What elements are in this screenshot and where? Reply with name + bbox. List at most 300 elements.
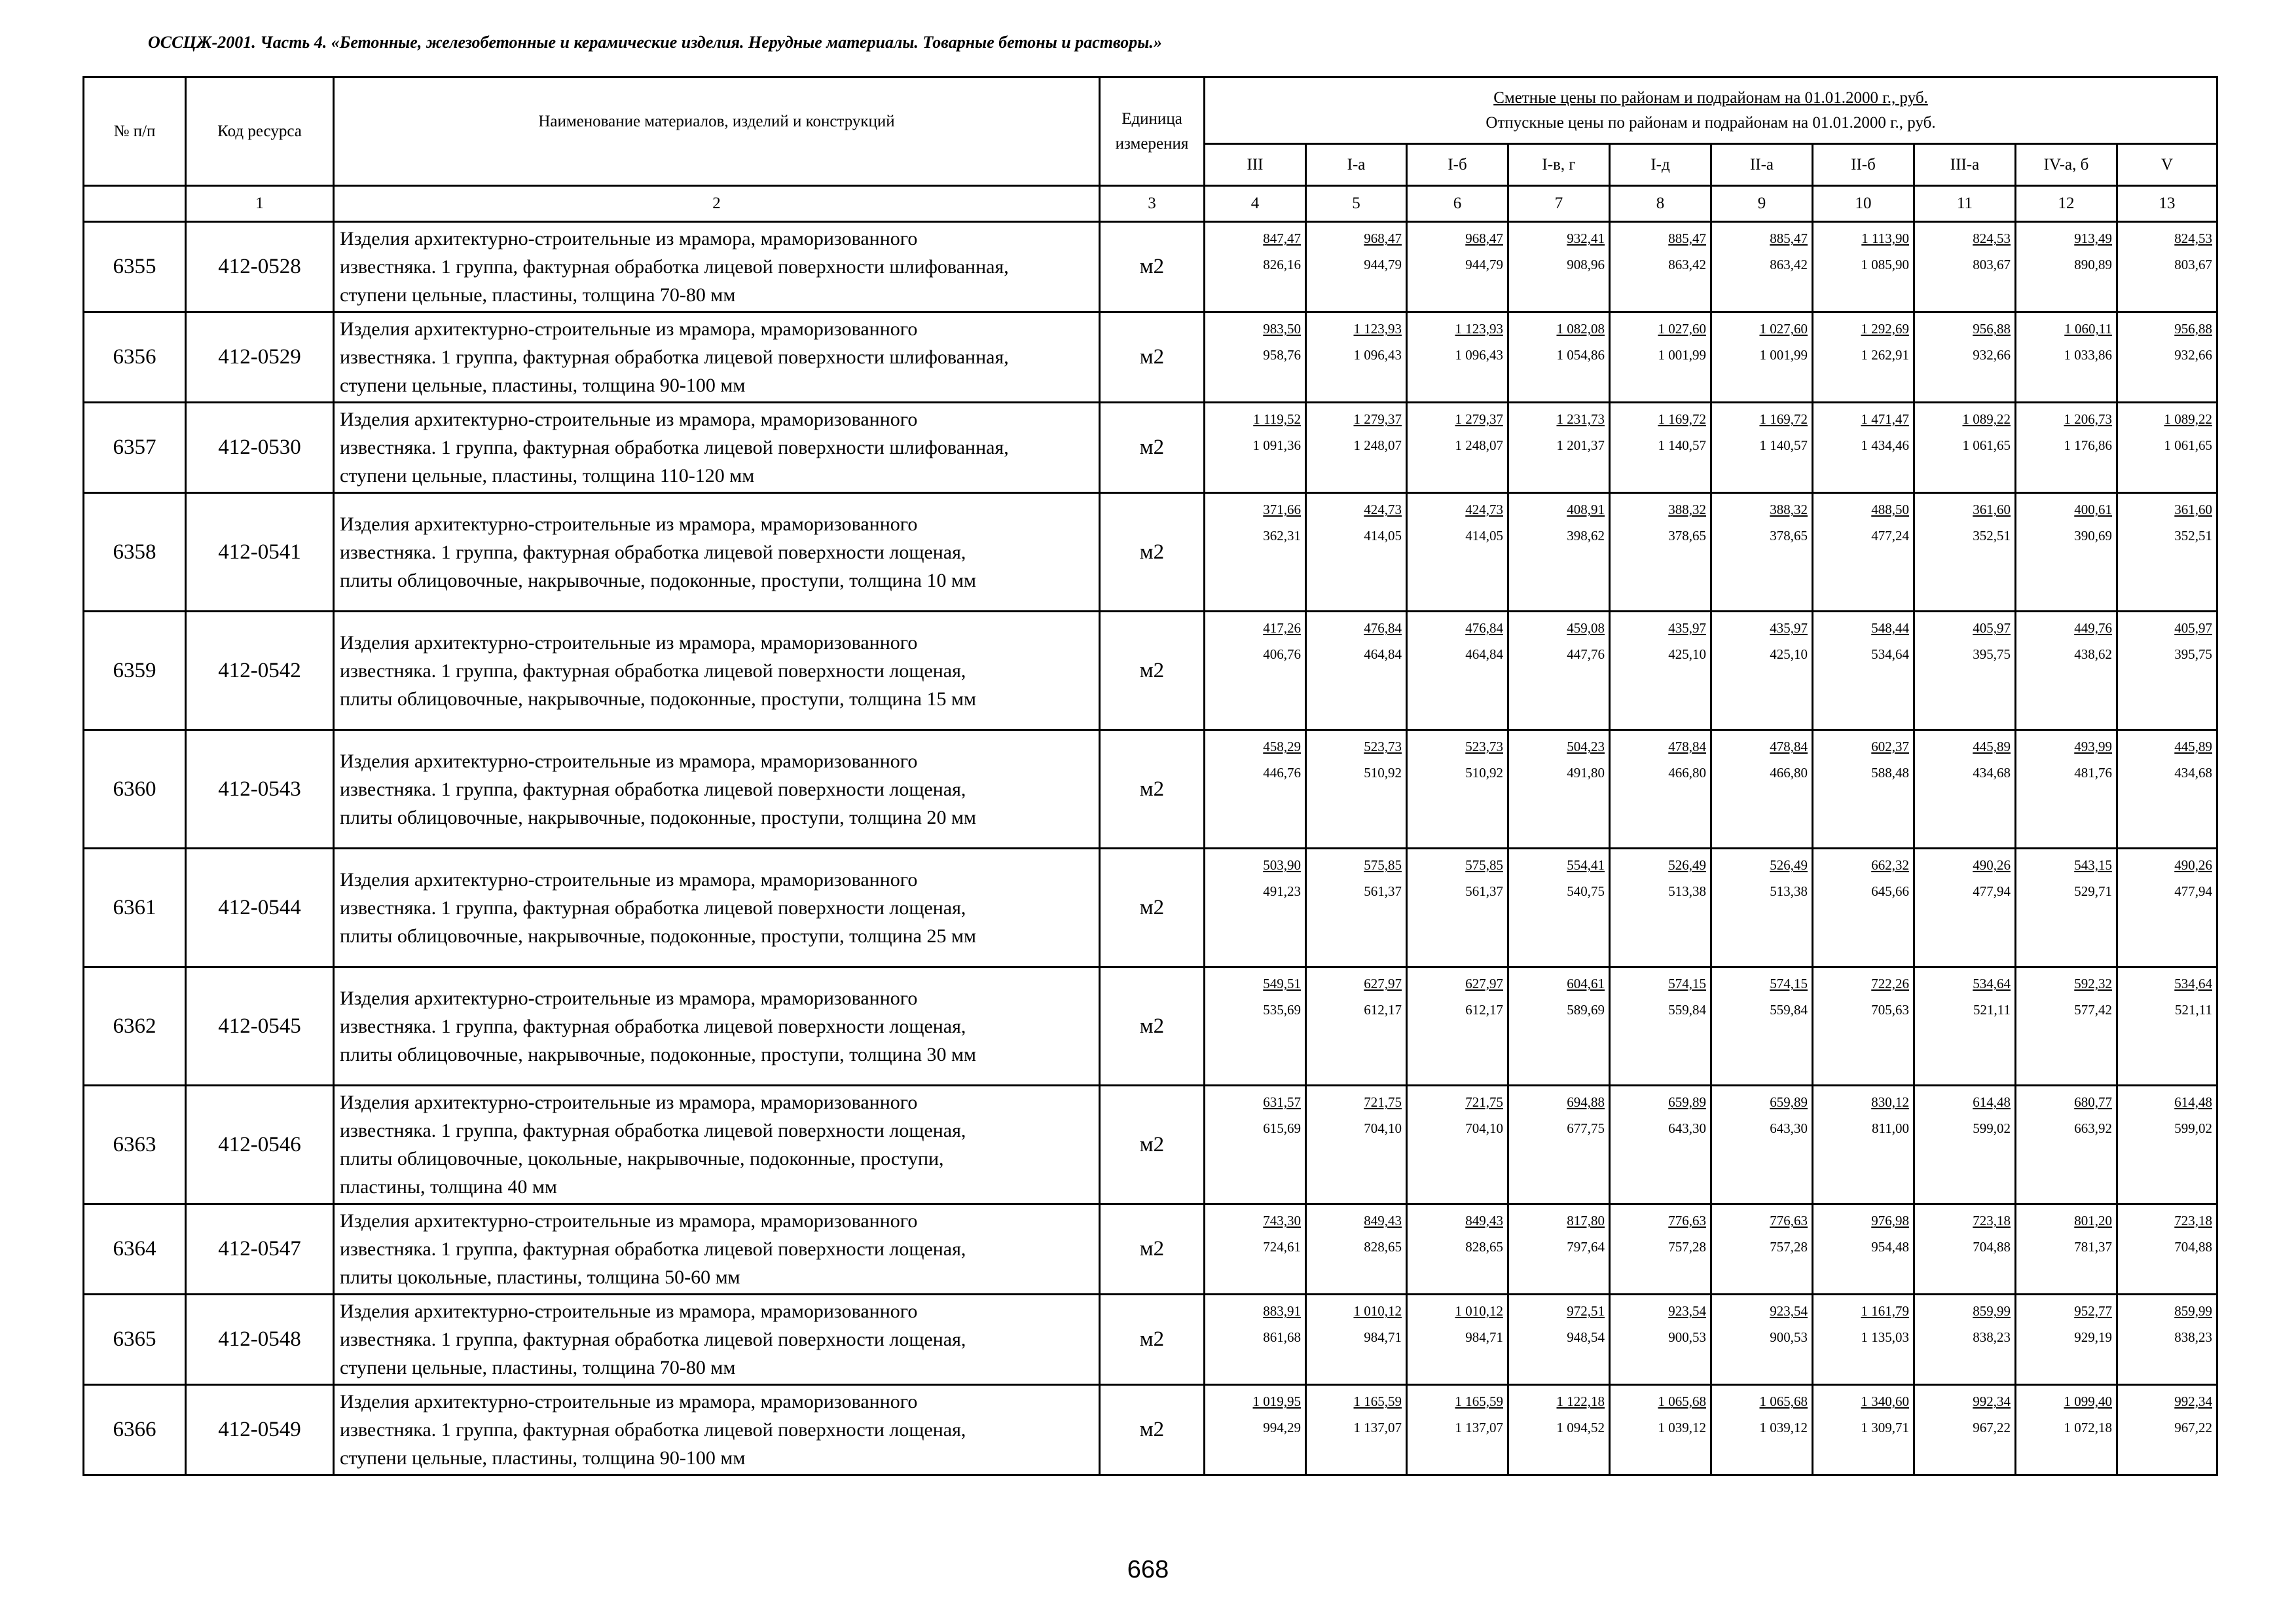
release-price: 1 001,99 [1658,347,1706,363]
material-name-line: Изделия архитектурно-строительные из мрамора, мраморизованного [340,868,918,891]
price-cell [1508,1204,1610,1295]
column-number: 13 [2117,186,2217,222]
estimate-price: 885,47 [1668,231,1706,246]
release-price: 390,69 [2074,528,2112,544]
material-name [334,730,1100,849]
release-price: 929,19 [2074,1329,2112,1345]
price-cell [2117,312,2217,403]
release-price: 1 096,43 [1455,347,1503,363]
column-number: 9 [1711,186,1813,222]
release-price: 1 262,91 [1861,347,1909,363]
material-name-line: Изделия архитектурно-строительные из мрамора, мраморизованного [340,409,918,430]
estimate-price: 849,43 [1364,1213,1402,1228]
release-price: 491,23 [1263,883,1301,899]
estimate-price: 659,89 [1668,1094,1706,1110]
price-cell [1205,403,1306,493]
material-name [334,1204,1100,1295]
unit: м2 [1100,1204,1205,1295]
header-row-1 [84,77,2217,144]
price-cell [1711,222,1813,312]
estimate-price: 478,84 [1770,739,1808,754]
material-name-line: известняка. 1 группа, фактурная обработка лицевой поверхности лощеная, [340,541,966,563]
release-price: 1 039,12 [1658,1420,1706,1435]
release-price: 797,64 [1567,1239,1605,1255]
estimate-price: 435,97 [1770,620,1808,636]
release-price: 612,17 [1364,1002,1402,1018]
price-cell [1711,1204,1813,1295]
material-name-line: известняка. 1 группа, фактурная обработка лицевой поверхности лощеная, [340,1238,966,1260]
release-price: 932,66 [1973,347,2011,363]
estimate-price: 1 113,90 [1861,231,1909,246]
estimate-price: 592,32 [2074,976,2112,991]
price-cell [1306,403,1407,493]
price-cell [1508,493,1610,612]
estimate-price: 1 089,22 [1962,411,2011,427]
estimate-price: 824,53 [2174,231,2213,246]
release-price: 1 135,03 [1861,1329,1909,1345]
row-number: 6359 [84,612,186,730]
price-cell [1306,1385,1407,1475]
estimate-price: 847,47 [1263,231,1301,246]
region-header: V [2117,144,2217,186]
header-num: № п/п [84,77,186,186]
price-cell [1914,1295,2016,1385]
release-price: 447,76 [1567,646,1605,662]
table-row [84,612,2217,730]
estimate-price: 1 119,52 [1253,411,1301,427]
table-row [84,849,2217,967]
material-name-line: Изделия архитектурно-строительные из мрамора, мраморизованного [340,1210,918,1232]
estimate-price: 1 340,60 [1861,1393,1909,1409]
price-cell [1711,312,1813,403]
estimate-price: 956,88 [2174,321,2213,337]
estimate-price: 1 206,73 [2064,411,2112,427]
material-name-line: ступени цельные, пластины, толщина 70-80 мм [340,1357,736,1378]
resource-code: 412-0543 [186,730,334,849]
material-name-line: ступени цельные, пластины, толщина 90-100 мм [340,375,746,396]
region-header: II-а [1711,144,1813,186]
price-cell [1306,312,1407,403]
price-cell [1407,1086,1508,1204]
resource-code: 412-0547 [186,1204,334,1295]
material-name-line: ступени цельные, пластины, толщина 90-100 мм [340,1447,746,1469]
page-number: 668 [1127,1556,1169,1583]
material-name-line: известняка. 1 группа, фактурная обработка лицевой поверхности шлифованная, [340,437,1009,458]
release-price: 534,64 [1871,646,1909,662]
table-row [84,312,2217,403]
row-number: 6355 [84,222,186,312]
release-price: 1 091,36 [1252,437,1301,453]
release-price: 559,84 [1770,1002,1808,1018]
table-row [84,1086,2217,1204]
row-number: 6356 [84,312,186,403]
estimate-price: 424,73 [1465,502,1503,517]
price-cell [1914,1086,2016,1204]
release-price: 612,17 [1465,1002,1503,1018]
price-table [82,76,2218,1476]
material-name-line: Изделия архитектурно-строительные из мрамора, мраморизованного [340,987,918,1009]
price-cell [1711,1086,1813,1204]
estimate-price: 493,99 [2074,739,2112,754]
release-price: 826,16 [1263,257,1301,272]
estimate-price: 503,90 [1263,857,1301,873]
release-price: 1 248,07 [1455,437,1503,453]
estimate-price: 968,47 [1465,231,1503,246]
estimate-price: 972,51 [1567,1303,1605,1319]
table-row [84,1295,2217,1385]
price-cell [2016,849,2117,967]
price-cell [2117,967,2217,1086]
release-price: 561,37 [1465,883,1503,899]
resource-code: 412-0529 [186,312,334,403]
row-number: 6365 [84,1295,186,1385]
region-header: III-а [1914,144,2016,186]
material-name-line: известняка. 1 группа, фактурная обработка лицевой поверхности лощеная, [340,1120,966,1141]
price-cell [1407,493,1508,612]
estimate-price: 1 231,73 [1556,411,1605,427]
material-name [334,612,1100,730]
price-cell [1610,1086,1711,1204]
region-header: III [1205,144,1306,186]
estimate-price: 523,73 [1364,739,1402,754]
estimate-price: 883,91 [1263,1303,1301,1319]
estimate-price: 830,12 [1871,1094,1909,1110]
material-name-line: плиты облицовочные, накрывочные, подоконные, проступи, толщина 10 мм [340,569,976,591]
estimate-price: 361,60 [2174,502,2213,517]
price-cell [1914,612,2016,730]
price-cell [1205,312,1306,403]
release-price: 529,71 [2074,883,2112,899]
release-price: 481,76 [2074,765,2112,781]
release-price: 890,89 [2074,257,2112,272]
material-name [334,222,1100,312]
estimate-price: 1 123,93 [1455,321,1503,337]
price-cell [2117,1295,2217,1385]
price-cell [1306,967,1407,1086]
estimate-price: 885,47 [1770,231,1808,246]
price-cell [2016,967,2117,1086]
resource-code: 412-0545 [186,967,334,1086]
release-price: 704,88 [2174,1239,2213,1255]
document-header: ОССЦЖ-2001. Часть 4. «Бетонные, железобетонные и керамические изделия. Нерудные материалы. Товарные бетоны и растворы.» [148,33,1162,52]
material-name-line: известняка. 1 группа, фактурная обработка лицевой поверхности лощеная, [340,659,966,682]
material-name-line: Изделия архитектурно-строительные из мрамора, мраморизованного [340,1391,918,1412]
price-table-body [84,222,2217,1475]
estimate-price: 743,30 [1263,1213,1301,1228]
estimate-price: 723,18 [2174,1213,2213,1228]
estimate-price: 631,57 [1263,1094,1301,1110]
price-cell [2016,1295,2117,1385]
release-price: 828,65 [1364,1239,1402,1255]
estimate-price: 1 010,12 [1455,1303,1503,1319]
resource-code: 412-0549 [186,1385,334,1475]
price-cell [1306,730,1407,849]
estimate-price: 1 122,18 [1556,1393,1605,1409]
price-cell [1205,849,1306,967]
column-number: 1 [186,186,334,222]
release-price: 811,00 [1872,1120,1909,1136]
unit: м2 [1100,493,1205,612]
release-price: 1 072,18 [2064,1420,2112,1435]
release-price: 1 176,86 [2064,437,2112,453]
release-price: 838,23 [2174,1329,2213,1345]
estimate-price: 723,18 [1973,1213,2011,1228]
material-name [334,312,1100,403]
estimate-price: 913,49 [2074,231,2112,246]
material-name-line: известняка. 1 группа, фактурная обработка лицевой поверхности шлифованная, [340,256,1009,278]
price-cell [1407,967,1508,1086]
unit: м2 [1100,1086,1205,1204]
price-cell [2117,222,2217,312]
estimate-price: 543,15 [2074,857,2112,873]
price-cell [1508,403,1610,493]
release-price: 900,53 [1770,1329,1808,1345]
price-cell [2117,1385,2217,1475]
estimate-price: 1 082,08 [1556,321,1605,337]
estimate-price: 1 279,37 [1353,411,1402,427]
estimate-price: 1 019,95 [1252,1393,1301,1409]
price-cell [1610,1385,1711,1475]
column-number-empty [84,186,186,222]
resource-code: 412-0546 [186,1086,334,1204]
material-name-line: плиты облицовочные, накрывочные, подоконные, проступи, толщина 30 мм [340,1043,976,1065]
release-price: 803,67 [2174,257,2213,272]
estimate-price: 627,97 [1465,976,1503,991]
estimate-price: 602,37 [1871,739,1909,754]
material-name [334,967,1100,1086]
estimate-price: 956,88 [1973,321,2011,337]
release-price: 446,76 [1263,765,1301,781]
estimate-price: 526,49 [1668,857,1706,873]
price-cell [1610,403,1711,493]
price-cell [1610,612,1711,730]
price-cell [1407,612,1508,730]
release-price: 378,65 [1668,528,1706,544]
price-cell [1610,493,1711,612]
estimate-price: 1 169,72 [1759,411,1808,427]
price-cell [2016,730,2117,849]
price-cell [1205,730,1306,849]
release-price: 967,22 [2174,1420,2213,1435]
column-number: 12 [2016,186,2117,222]
material-name-line: плиты облицовочные, накрывочные, подоконные, проступи, толщина 25 мм [340,925,976,947]
price-cell [2016,1204,2117,1295]
price-cell [1914,403,2016,493]
release-price: 1 085,90 [1861,257,1909,272]
price-cell [1813,222,1914,312]
release-price: 967,22 [1973,1420,2011,1435]
estimate-price: 1 169,72 [1658,411,1706,427]
release-price: 425,10 [1770,646,1808,662]
material-name-line: известняка. 1 группа, фактурная обработка лицевой поверхности лощеная, [340,1419,966,1441]
price-cell [1914,967,2016,1086]
price-cell [1914,312,2016,403]
material-name [334,849,1100,967]
estimate-price: 1 165,59 [1353,1393,1402,1409]
release-price: 757,28 [1668,1239,1706,1255]
row-number: 6364 [84,1204,186,1295]
price-cell [1711,493,1813,612]
price-cell [1508,849,1610,967]
release-price: 958,76 [1263,347,1301,363]
estimate-price: 405,97 [1973,620,2011,636]
estimate-price: 361,60 [1973,502,2011,517]
unit: м2 [1100,967,1205,1086]
release-price: 645,66 [1871,883,1909,899]
estimate-price: 523,73 [1465,739,1503,754]
estimate-price: 1 060,11 [2064,321,2112,337]
column-number: 5 [1306,186,1407,222]
release-price: 615,69 [1263,1120,1301,1136]
column-number: 4 [1205,186,1306,222]
release-price: 352,51 [2174,528,2213,544]
release-price: 944,79 [1364,257,1402,272]
estimate-price: 1 123,93 [1353,321,1402,337]
price-cell [1306,493,1407,612]
material-name-line: ступени цельные, пластины, толщина 70-80 мм [340,284,736,306]
column-number: 10 [1813,186,1914,222]
release-price: 599,02 [2174,1120,2213,1136]
estimate-price: 476,84 [1364,620,1402,636]
estimate-price: 932,41 [1567,231,1605,246]
table-row [84,403,2217,493]
resource-code: 412-0530 [186,403,334,493]
estimate-price: 490,26 [2174,857,2213,873]
unit: м2 [1100,222,1205,312]
header-prices-release: Отпускные цены по районам и подрайонам на 01.01.2000 г., руб. [1485,113,1936,132]
price-cell [1813,493,1914,612]
release-price: 705,63 [1871,1002,1909,1018]
release-price: 900,53 [1668,1329,1706,1345]
release-price: 863,42 [1668,257,1706,272]
table-row [84,493,2217,612]
estimate-price: 1 471,47 [1861,411,1909,427]
price-cell [1205,1385,1306,1475]
estimate-price: 992,34 [2174,1393,2213,1409]
price-cell [1711,967,1813,1086]
release-price: 1 201,37 [1556,437,1605,453]
region-header: I-а [1306,144,1407,186]
material-name-line: известняка. 1 группа, фактурная обработка лицевой поверхности шлифованная, [340,346,1009,368]
release-price: 1 140,57 [1759,437,1808,453]
row-number: 6362 [84,967,186,1086]
price-cell [2016,222,2117,312]
material-name-line: Изделия архитектурно-строительные из мрамора, мраморизованного [340,1092,918,1113]
release-price: 1 309,71 [1861,1420,1909,1435]
price-cell [1610,849,1711,967]
release-price: 477,94 [2174,883,2213,899]
release-price: 757,28 [1770,1239,1808,1255]
release-price: 704,10 [1465,1120,1503,1136]
release-price: 434,68 [2174,765,2213,781]
price-cell [1711,403,1813,493]
estimate-price: 526,49 [1770,857,1808,873]
price-cell [1813,612,1914,730]
price-cell [1205,1086,1306,1204]
release-price: 1 039,12 [1759,1420,1808,1435]
release-price: 414,05 [1465,528,1503,544]
estimate-price: 721,75 [1465,1094,1503,1110]
release-price: 395,75 [2174,646,2213,662]
estimate-price: 488,50 [1871,502,1909,517]
price-cell [1813,1086,1914,1204]
material-name-line: Изделия архитектурно-строительные из мрамора, мраморизованного [340,318,918,340]
price-cell [1711,1295,1813,1385]
header-row-column-numbers [84,186,2217,222]
price-cell [1610,730,1711,849]
release-price: 599,02 [1973,1120,2011,1136]
release-price: 398,62 [1567,528,1605,544]
region-header: II-б [1813,144,1914,186]
price-cell [1813,1295,1914,1385]
estimate-price: 490,26 [1973,857,2011,873]
header-unit-line1: Единица [1121,110,1182,128]
column-number: 7 [1508,186,1610,222]
price-cell [1306,849,1407,967]
estimate-price: 534,64 [1973,976,2011,991]
column-number: 3 [1100,186,1205,222]
estimate-price: 1 089,22 [2164,411,2213,427]
release-price: 948,54 [1567,1329,1605,1345]
estimate-price: 859,99 [2174,1303,2213,1319]
price-cell [2016,1385,2117,1475]
material-name [334,1295,1100,1385]
estimate-price: 554,41 [1567,857,1605,873]
estimate-price: 923,54 [1668,1303,1706,1319]
estimate-price: 445,89 [1973,739,2011,754]
estimate-price: 1 099,40 [2064,1393,2112,1409]
material-name-line: Изделия архитектурно-строительные из мрамора, мраморизованного [340,1301,918,1322]
estimate-price: 408,91 [1567,502,1605,517]
price-cell [1711,1385,1813,1475]
price-cell [2117,730,2217,849]
estimate-price: 722,26 [1871,976,1909,991]
header-unit [1100,77,1205,186]
material-name-line: Изделия архитектурно-строительные из мрамора, мраморизованного [340,750,918,772]
price-cell [1813,403,1914,493]
unit: м2 [1100,1385,1205,1475]
estimate-price: 574,15 [1668,976,1706,991]
estimate-price: 659,89 [1770,1094,1808,1110]
resource-code: 412-0544 [186,849,334,967]
release-price: 1 434,46 [1861,437,1909,453]
estimate-price: 824,53 [1973,231,2011,246]
header-code: Код ресурса [186,77,334,186]
release-price: 1 137,07 [1455,1420,1503,1435]
price-cell [1508,967,1610,1086]
release-price: 362,31 [1263,528,1301,544]
resource-code: 412-0541 [186,493,334,612]
price-cell [1205,222,1306,312]
release-price: 352,51 [1973,528,2011,544]
estimate-price: 1 161,79 [1861,1303,1909,1319]
release-price: 1 033,86 [2064,347,2112,363]
material-name-line: известняка. 1 группа, фактурная обработка лицевой поверхности лощеная, [340,1015,966,1037]
estimate-price: 504,23 [1567,739,1605,754]
estimate-price: 968,47 [1364,231,1402,246]
release-price: 414,05 [1364,528,1402,544]
price-cell [2117,403,2217,493]
material-name-line: Изделия архитектурно-строительные из мрамора, мраморизованного [340,513,918,535]
price-cell [2117,849,2217,967]
region-header: IV-а, б [2016,144,2117,186]
header-unit-line2: измерения [1115,134,1189,153]
price-cell [1306,1086,1407,1204]
release-price: 510,92 [1465,765,1503,781]
price-cell [1205,493,1306,612]
release-price: 464,84 [1364,646,1402,662]
table-row [84,967,2217,1086]
